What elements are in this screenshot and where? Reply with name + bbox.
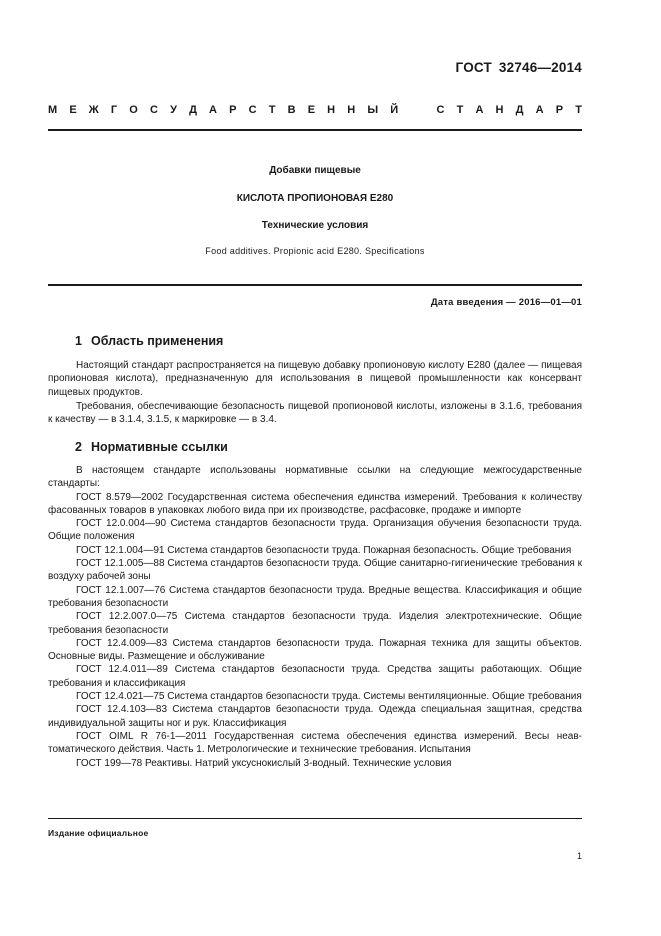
footer-rule: [48, 818, 582, 819]
reference-item: ГОСТ 8.579—2002 Государственная система обеспечения единства измерений. Требования к количеству фасованных товаров в упаковках любого вида при их производстве, расфасовке, продаже и импорте: [48, 491, 582, 516]
reference-item: ГОСТ 12.1.005—88 Система стандартов безопасности труда. Общие санитарно-гигиенические требования к воздуху рабочей зоны: [48, 558, 582, 583]
reference-item: ГОСТ 12.4.021—75 Система стандартов безопасности труда. Системы вентиляционные. Общие требования: [76, 691, 582, 703]
heading-letter: Е: [69, 104, 77, 116]
section-1-title: Область применения: [91, 334, 224, 348]
heading-letter: Ж: [88, 104, 99, 116]
section-1-number: 1: [75, 334, 82, 348]
heading-letter: Т: [268, 104, 276, 116]
heading-letter: У: [170, 104, 177, 116]
reference-item: ГОСТ 12.0.004—90 Система стандартов безопасности труда. Организация обучения безопасности труда. Общие положения: [48, 518, 582, 543]
heading-letter: А: [475, 104, 484, 116]
heading-letter: А: [209, 104, 217, 116]
reference-item: ГОСТ 12.1.007—76 Система стандартов безопасности труда. Вредные вещества. Классификация и общие требования безопасности: [48, 584, 582, 609]
reference-item: ГОСТ 199—78 Реактивы. Натрий уксуснокислый 3-водный. Технические условия: [76, 757, 452, 769]
section-2-heading: [75, 440, 228, 454]
references-intro: В настоящем стандарте использованы нормативные ссылки на следующие межгосударственные стандарты:: [48, 465, 582, 490]
heading-letter: Ы: [367, 104, 379, 116]
heading-letter: Д: [189, 104, 197, 116]
title-english: Food additives. Propionic acid E280. Specifications: [205, 246, 425, 256]
heading-letter: А: [535, 104, 544, 116]
official-edition-label: Издание официальное: [48, 828, 149, 838]
reference-item: ГОСТ 12.4.011—89 Система стандартов безопасности труда. Средства защиты работающих. Общие требования и классификация: [48, 664, 582, 689]
heading-letter: Т: [575, 104, 582, 116]
heading-letter: Й: [390, 104, 399, 116]
heading-letter: С: [436, 104, 445, 116]
heading-letter: Н: [495, 104, 504, 116]
heading-letter: Р: [229, 104, 237, 116]
reference-item: ГОСТ 12.2.007.0—75 Система стандартов безопасности труда. Изделия электротехнические. Общие требования безопасности: [48, 611, 582, 636]
heading-gap: [410, 104, 424, 116]
heading-letter: Н: [327, 104, 336, 116]
title-name: КИСЛОТА ПРОПИОНОВАЯ Е280: [236, 193, 394, 204]
section-2-number: 2: [75, 440, 82, 454]
reference-item: ГОСТ OIML R 76-1—2011 Государственная система обеспечения единства измерений. Весы неавтоматического действия. Часть 1. Метрологические и технические требования. Испытания: [48, 730, 582, 756]
heading-letter: Е: [307, 104, 316, 116]
effective-date: Дата введения — 2016—01—01: [430, 297, 582, 308]
reference-item: ГОСТ 12.1.004—91 Система стандартов безопасности труда. Пожарная безопасность. Общие требования: [76, 544, 572, 556]
heading-letter: С: [149, 104, 158, 116]
section-2-title: Нормативные ссылки: [91, 440, 228, 454]
gost-number: ГОСТ 32746—2014: [455, 60, 582, 75]
section-1-heading: [75, 334, 223, 348]
reference-item: ГОСТ 12.4.009—83 Система стандартов безопасности труда. Пожарная техника для защиты объектов. Основные виды. Размещение и обслуживание: [48, 637, 582, 663]
heading-letter: М: [48, 104, 58, 116]
title-subtitle: Технические условия: [261, 220, 369, 231]
title-rule: [48, 284, 582, 286]
heading-letter: Г: [110, 104, 118, 116]
section-1-paragraph-2: Требования, обеспечивающие безопасность пищевой пропионовой кислоты, изложены в 3.1.6, требования к качеству — в 3.1.4, 3.1.5, к маркировке — в 3.4.: [48, 401, 582, 426]
title-category: Добавки пищевые: [269, 165, 361, 176]
heading-letter: С: [248, 104, 257, 116]
interstate-standard-heading: [48, 104, 582, 116]
heading-letter: О: [129, 104, 138, 116]
heading-letter: Т: [456, 104, 464, 116]
heading-letter: Н: [347, 104, 356, 116]
heading-letter: Д: [515, 104, 524, 116]
reference-item: ГОСТ 12.4.103—83 Система стандартов безопасности труда. Одежда специальная защитная, средства индивидуальной защиты ног и рук. Классификация: [48, 704, 582, 729]
section-1-paragraph-1: Настоящий стандарт распространяется на пищевую добавку пропионовую кислоту Е280 (далее — пищевая пропионовая кислота), предназначенную для использования в пищевой промышленности как консервант пищевых продуктов.: [48, 360, 582, 398]
page-number: 1: [576, 851, 582, 861]
header-rule: [48, 129, 582, 131]
normative-references: [48, 464, 582, 770]
heading-letter: Р: [555, 104, 564, 116]
heading-letter: В: [287, 104, 296, 116]
